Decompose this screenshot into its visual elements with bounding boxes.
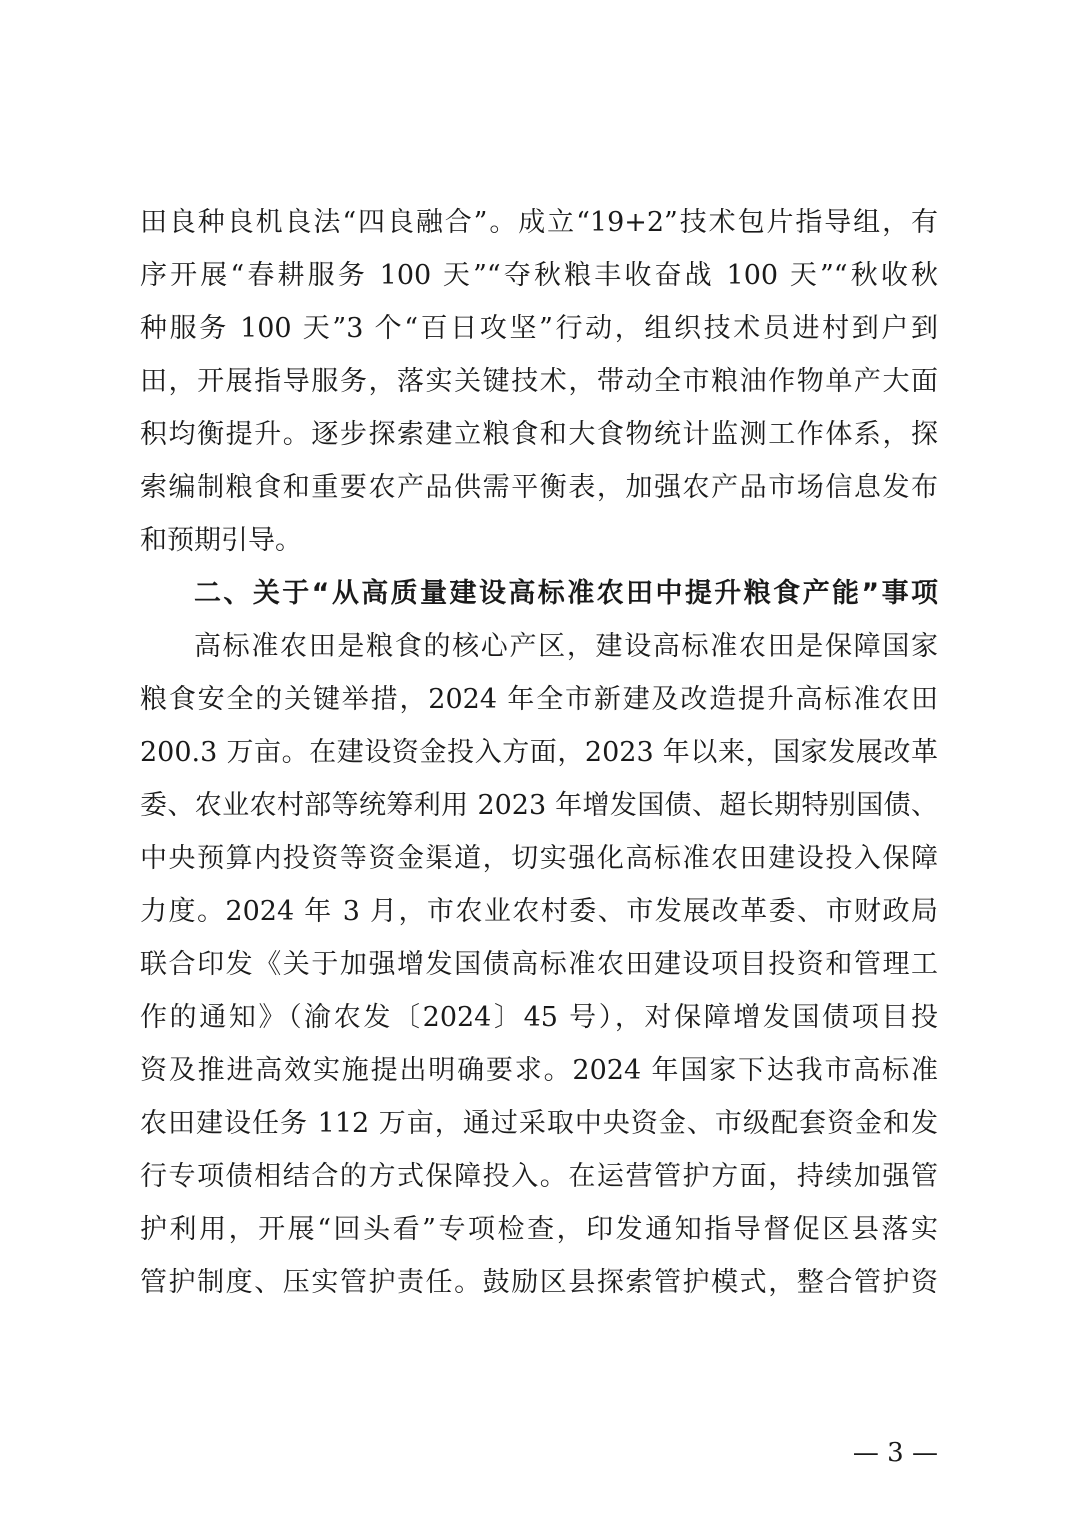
paragraph-line: 资及推进高效实施提出明确要求。2024 年国家下达我市高标准 <box>140 1055 938 1086</box>
body-text <box>140 196 938 1309</box>
paragraph-line: 田，开展指导服务，落实关键技术，带动全市粮油作物单产大面 <box>140 366 938 397</box>
section-heading: 二、关于“从高质量建设高标准农田中提升粮食产能”事项 <box>194 578 938 609</box>
paragraph-line: 委、农业农村部等统筹利用 2023 年增发国债、超长期特别国债、 <box>140 790 938 821</box>
page-number: — 3 — <box>852 1438 938 1468</box>
paragraph-line: 管护制度、压实管护责任。鼓励区县探索管护模式，整合管护资 <box>140 1267 938 1298</box>
paragraph-line: 积均衡提升。逐步探索建立粮食和大食物统计监测工作体系，探 <box>140 419 938 450</box>
paragraph-line: 作的通知》（渝农发〔2024〕45 号），对保障增发国债项目投 <box>140 1002 938 1033</box>
paragraph-line: 序开展“春耕服务 100 天”“夺秋粮丰收奋战 100 天”“秋收秋 <box>140 260 938 291</box>
paragraph-line: 护利用，开展“回头看”专项检查，印发通知指导督促区县落实 <box>140 1214 938 1245</box>
paragraph-line: 力度。2024 年 3 月，市农业农村委、市发展改革委、市财政局 <box>140 896 938 927</box>
paragraph-line: 农田建设任务 112 万亩，通过采取中央资金、市级配套资金和发 <box>140 1108 938 1139</box>
paragraph-line: 高标准农田是粮食的核心产区，建设高标准农田是保障国家 <box>194 631 938 662</box>
paragraph-line: 种服务 100 天”3 个“百日攻坚”行动，组织技术员进村到户到 <box>140 313 938 344</box>
paragraph-line: 索编制粮食和重要农产品供需平衡表，加强农产品市场信息发布 <box>140 472 938 503</box>
paragraph-line: 田良种良机良法“四良融合”。成立“19+2”技术包片指导组，有 <box>140 207 938 238</box>
paragraph-line: 200.3 万亩。在建设资金投入方面，2023 年以来，国家发展改革 <box>140 737 938 768</box>
paragraph-line: 中央预算内投资等资金渠道，切实强化高标准农田建设投入保障 <box>140 843 938 874</box>
paragraph-line: 行专项债相结合的方式保障投入。在运营管护方面，持续加强管 <box>140 1161 938 1192</box>
paragraph-line: 和预期引导。 <box>140 525 302 556</box>
paragraph-line: 联合印发《关于加强增发国债高标准农田建设项目投资和管理工 <box>140 949 938 980</box>
paragraph-line: 粮食安全的关键举措，2024 年全市新建及改造提升高标准农田 <box>140 684 938 715</box>
